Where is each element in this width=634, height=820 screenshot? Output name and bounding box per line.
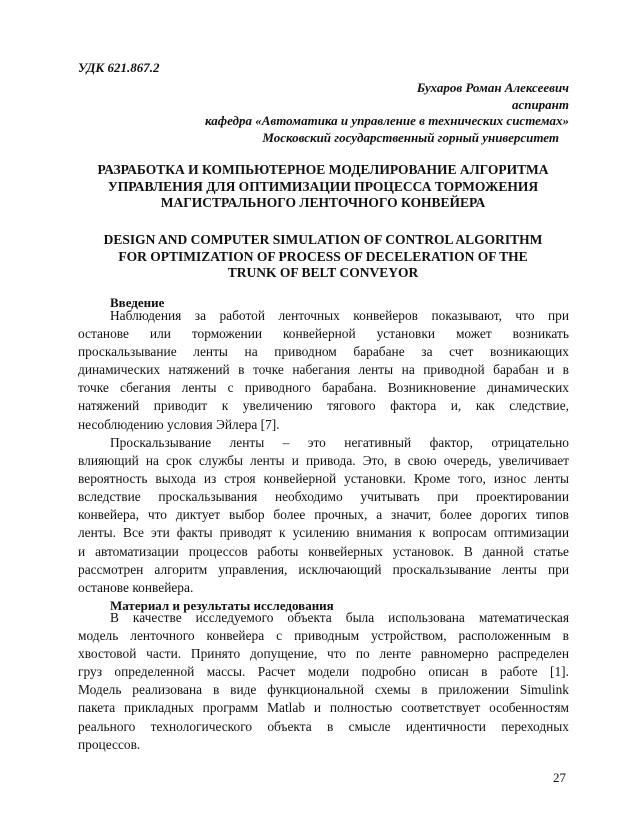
text-line: процессов.: [78, 736, 141, 752]
text-line: реального технологического объекта в смысле идентичности переходных: [78, 718, 569, 734]
materials-heading: Материал и результаты исследования: [110, 598, 334, 613]
title-ru-line: УПРАВЛЕНИЯ ДЛЯ ОПТИМИЗАЦИИ ПРОЦЕССА ТОРМОЖЕНИЯ: [107, 178, 539, 194]
title-en-line: FOR OPTIMIZATION OF PROCESS OF DECELERATION OF THE: [118, 248, 528, 264]
title-en-line: TRUNK OF BELT CONVEYOR: [227, 265, 419, 280]
text-line: ленты. Все эти факты приводят к усилению внимания к вопросам оптимизации: [78, 525, 569, 541]
udk-code: УДК 621.867.2: [78, 60, 160, 75]
title-english: [78, 232, 568, 282]
intro-paragraph-2: [78, 434, 569, 597]
title-russian: [78, 162, 568, 212]
text-line: хвостовой части. Принято допущение, что по ленте равномерно распределен: [78, 646, 569, 662]
text-line: и автоматизации процессов работы конвейерных установок. В данной статье: [78, 543, 569, 559]
text-line: Модель реализована в виде функциональной схемы в приложении Simulink: [78, 682, 569, 698]
text-line: конвейера, что диктует выбор более прочных, а значит, более дорогих типов: [78, 507, 569, 523]
text-line: В качестве исследуемого объекта была использована математическая: [110, 610, 569, 625]
text-line: рассмотрен алгоритм управления, исключающий проскальзывание ленты при: [78, 561, 569, 577]
text-line: груз определенной массы. Расчет модели подробно описан в работе [1].: [78, 664, 569, 680]
text-line: вероятность выхода из строя конвейерной установки. Кроме того, износ ленты: [78, 471, 569, 487]
author-department: кафедра «Автоматика и управление в технических системах»: [205, 113, 569, 129]
materials-paragraph-1: [78, 609, 569, 754]
title-ru-line: МАГИСТРАЛЬНОГО ЛЕНТОЧНОГО КОНВЕЙЕРА: [160, 195, 486, 210]
author-block: [205, 80, 569, 147]
intro-paragraph-1: [78, 307, 569, 434]
text-line: останове конвейера.: [78, 579, 194, 595]
text-line: влияющий на срок службы ленты и привода. Это, в свою очередь, увеличивает: [78, 453, 569, 469]
author-position: аспирант: [511, 96, 569, 112]
author-university: Московский государственный горный университет: [262, 130, 559, 146]
text-line: Проскальзывание ленты – это негативный фактор, отрицательно: [110, 435, 569, 450]
text-line: точке сбегания ленты с приводного барабана. Возникновение динамических: [78, 380, 569, 396]
title-en-line: DESIGN AND COMPUTER SIMULATION OF CONTROL ALGORITHM: [103, 232, 543, 247]
text-line: натяжений приводит к увеличению тягового фактора и, как следствие,: [78, 398, 569, 414]
text-line: вследствие проскальзывания необходимо учитывать при проектировании: [78, 489, 569, 505]
text-line: модель ленточного конвейера с приводным устройством, расположенным в: [78, 628, 569, 644]
intro-heading: Введение: [110, 295, 165, 310]
author-name: Бухаров Роман Алексеевич: [416, 80, 569, 95]
page-number: 27: [553, 770, 566, 785]
text-line: несоблюдению условия Эйлера [7].: [78, 416, 280, 432]
text-line: Наблюдения за работой ленточных конвейеров показывают, что при: [110, 308, 569, 323]
text-line: проскальзывание ленты на приводном барабане за счет возникающих: [78, 344, 569, 360]
text-line: пакета прикладных программ Matlab и полностью соответствует особенностям: [78, 700, 569, 716]
title-ru-line: РАЗРАБОТКА И КОМПЬЮТЕРНОЕ МОДЕЛИРОВАНИЕ АЛГОРИТМА: [97, 162, 549, 177]
text-line: динамических натяжений в точке набегания ленты на приводной барабан и в: [78, 362, 569, 378]
text-line: останове или торможении конвейерной установки может возникать: [78, 326, 569, 342]
